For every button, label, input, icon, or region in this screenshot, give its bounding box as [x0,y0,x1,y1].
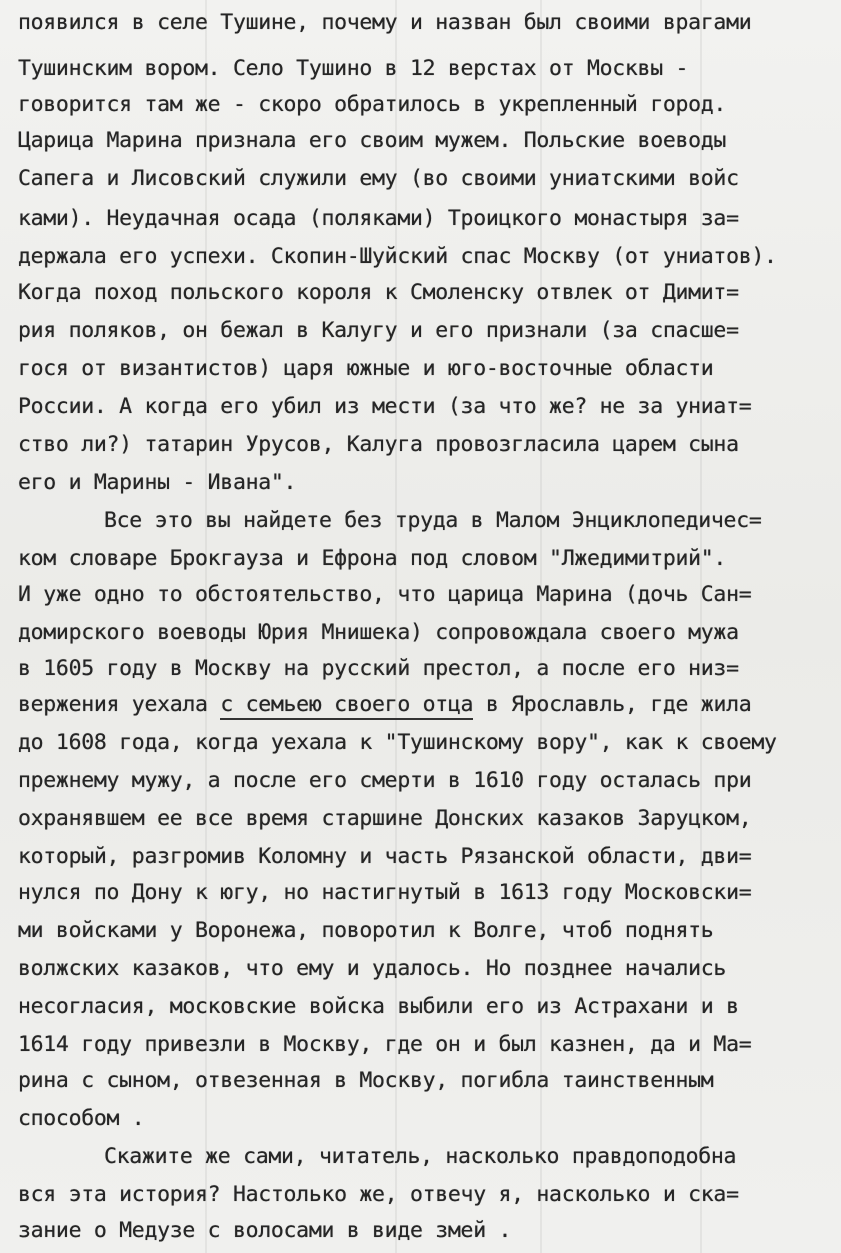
text-line-15: ком словаре Брокгауза и Ефрона под словом "Лжедимитрий". [18,546,727,571]
text-line-18: в 1605 году в Москву на русский престол, а после его низ= [18,656,739,681]
text-line-24: нулся по Дону к югу, но настигнутый в 1613 году Московски= [18,880,752,905]
text-line-30: способом . [18,1106,145,1131]
text-line-7: держала его успехи. Скопин-Шуйский спас Москву (от униатов). [18,244,777,269]
text-line-19 [18,692,751,717]
text-line-3: говорится там же - скоро обратилось в укрепленный город. [18,92,727,117]
text-line-2: Тушинским вором. Село Тушино в 12 верстах от Москвы - [18,56,689,81]
text-line-33: зание о Медузе с волосами в виде змей . [18,1218,512,1243]
text-line-28: 1614 году привезли в Москву, где он и был казнен, да и Ма= [18,1032,752,1057]
text-line-5: Сапега и Лисовский служили ему (во своими униатскими войс [18,166,739,191]
text-line-21: прежнему мужу, а после его смерти в 1610 году осталась при [18,768,752,793]
text-line-19-after: в Ярославль, где жила [473,692,752,717]
text-line-4: Царица Марина признала его своим мужем. Польские воеводы [18,128,727,153]
underlined-phrase: с семьею своего отца [220,692,473,720]
text-line-32: вся эта история? Настолько же, отвечу я, насколько и ска= [18,1182,739,1207]
text-line-19-before: вержения уехала [18,692,221,717]
text-line-23: который, разгромив Коломну и часть Рязанской области, дви= [18,844,752,869]
text-line-8: Когда поход польского короля к Смоленску отвлек от Димит= [18,280,739,305]
text-line-10: гося от византистов) царя южные и юго-восточные области [18,356,714,381]
text-line-1: появился в селе Тушине, почему и назван был своими врагами [18,10,752,35]
text-line-27: несогласия, московские войска выбили его из Астрахани и в [18,994,739,1019]
text-line-25: ми войсками у Воронежа, поворотил к Волге, чтоб поднять [18,918,714,943]
text-line-16: И уже одно то обстоятельство, что царица Марина (дочь Сан= [18,582,752,607]
text-line-11: России. А когда его убил из мести (за что же? не за униат= [18,394,752,419]
text-line-9: рия поляков, он бежал в Калугу и его признали (за спасше= [18,318,739,343]
text-line-31: Скажите же сами, читатель, насколько правдоподобна [104,1144,737,1169]
text-line-12: ство ли?) татарин Урусов, Калуга провозгласила царем сына [18,432,739,457]
text-line-26: волжских казаков, что ему и удалось. Но позднее начались [18,956,727,981]
text-line-20: до 1608 года, когда уехала к "Тушинскому вору", как к своему [18,730,777,755]
text-line-29: рина с сыном, отвезенная в Москву, погибла таинственным [18,1068,714,1093]
text-line-14: Все это вы найдете без труда в Малом Энциклопедичес= [104,508,762,533]
text-line-6: ками). Неудачная осада (поляками) Троицкого монастыря за= [18,206,739,231]
text-line-17: домирского воеводы Юрия Мнишека) сопровождала своего мужа [18,620,739,645]
text-line-22: охранявшем ее все время старшине Донских казаков Заруцком, [18,806,752,831]
text-line-13: его и Марины - Ивана". [18,470,297,495]
